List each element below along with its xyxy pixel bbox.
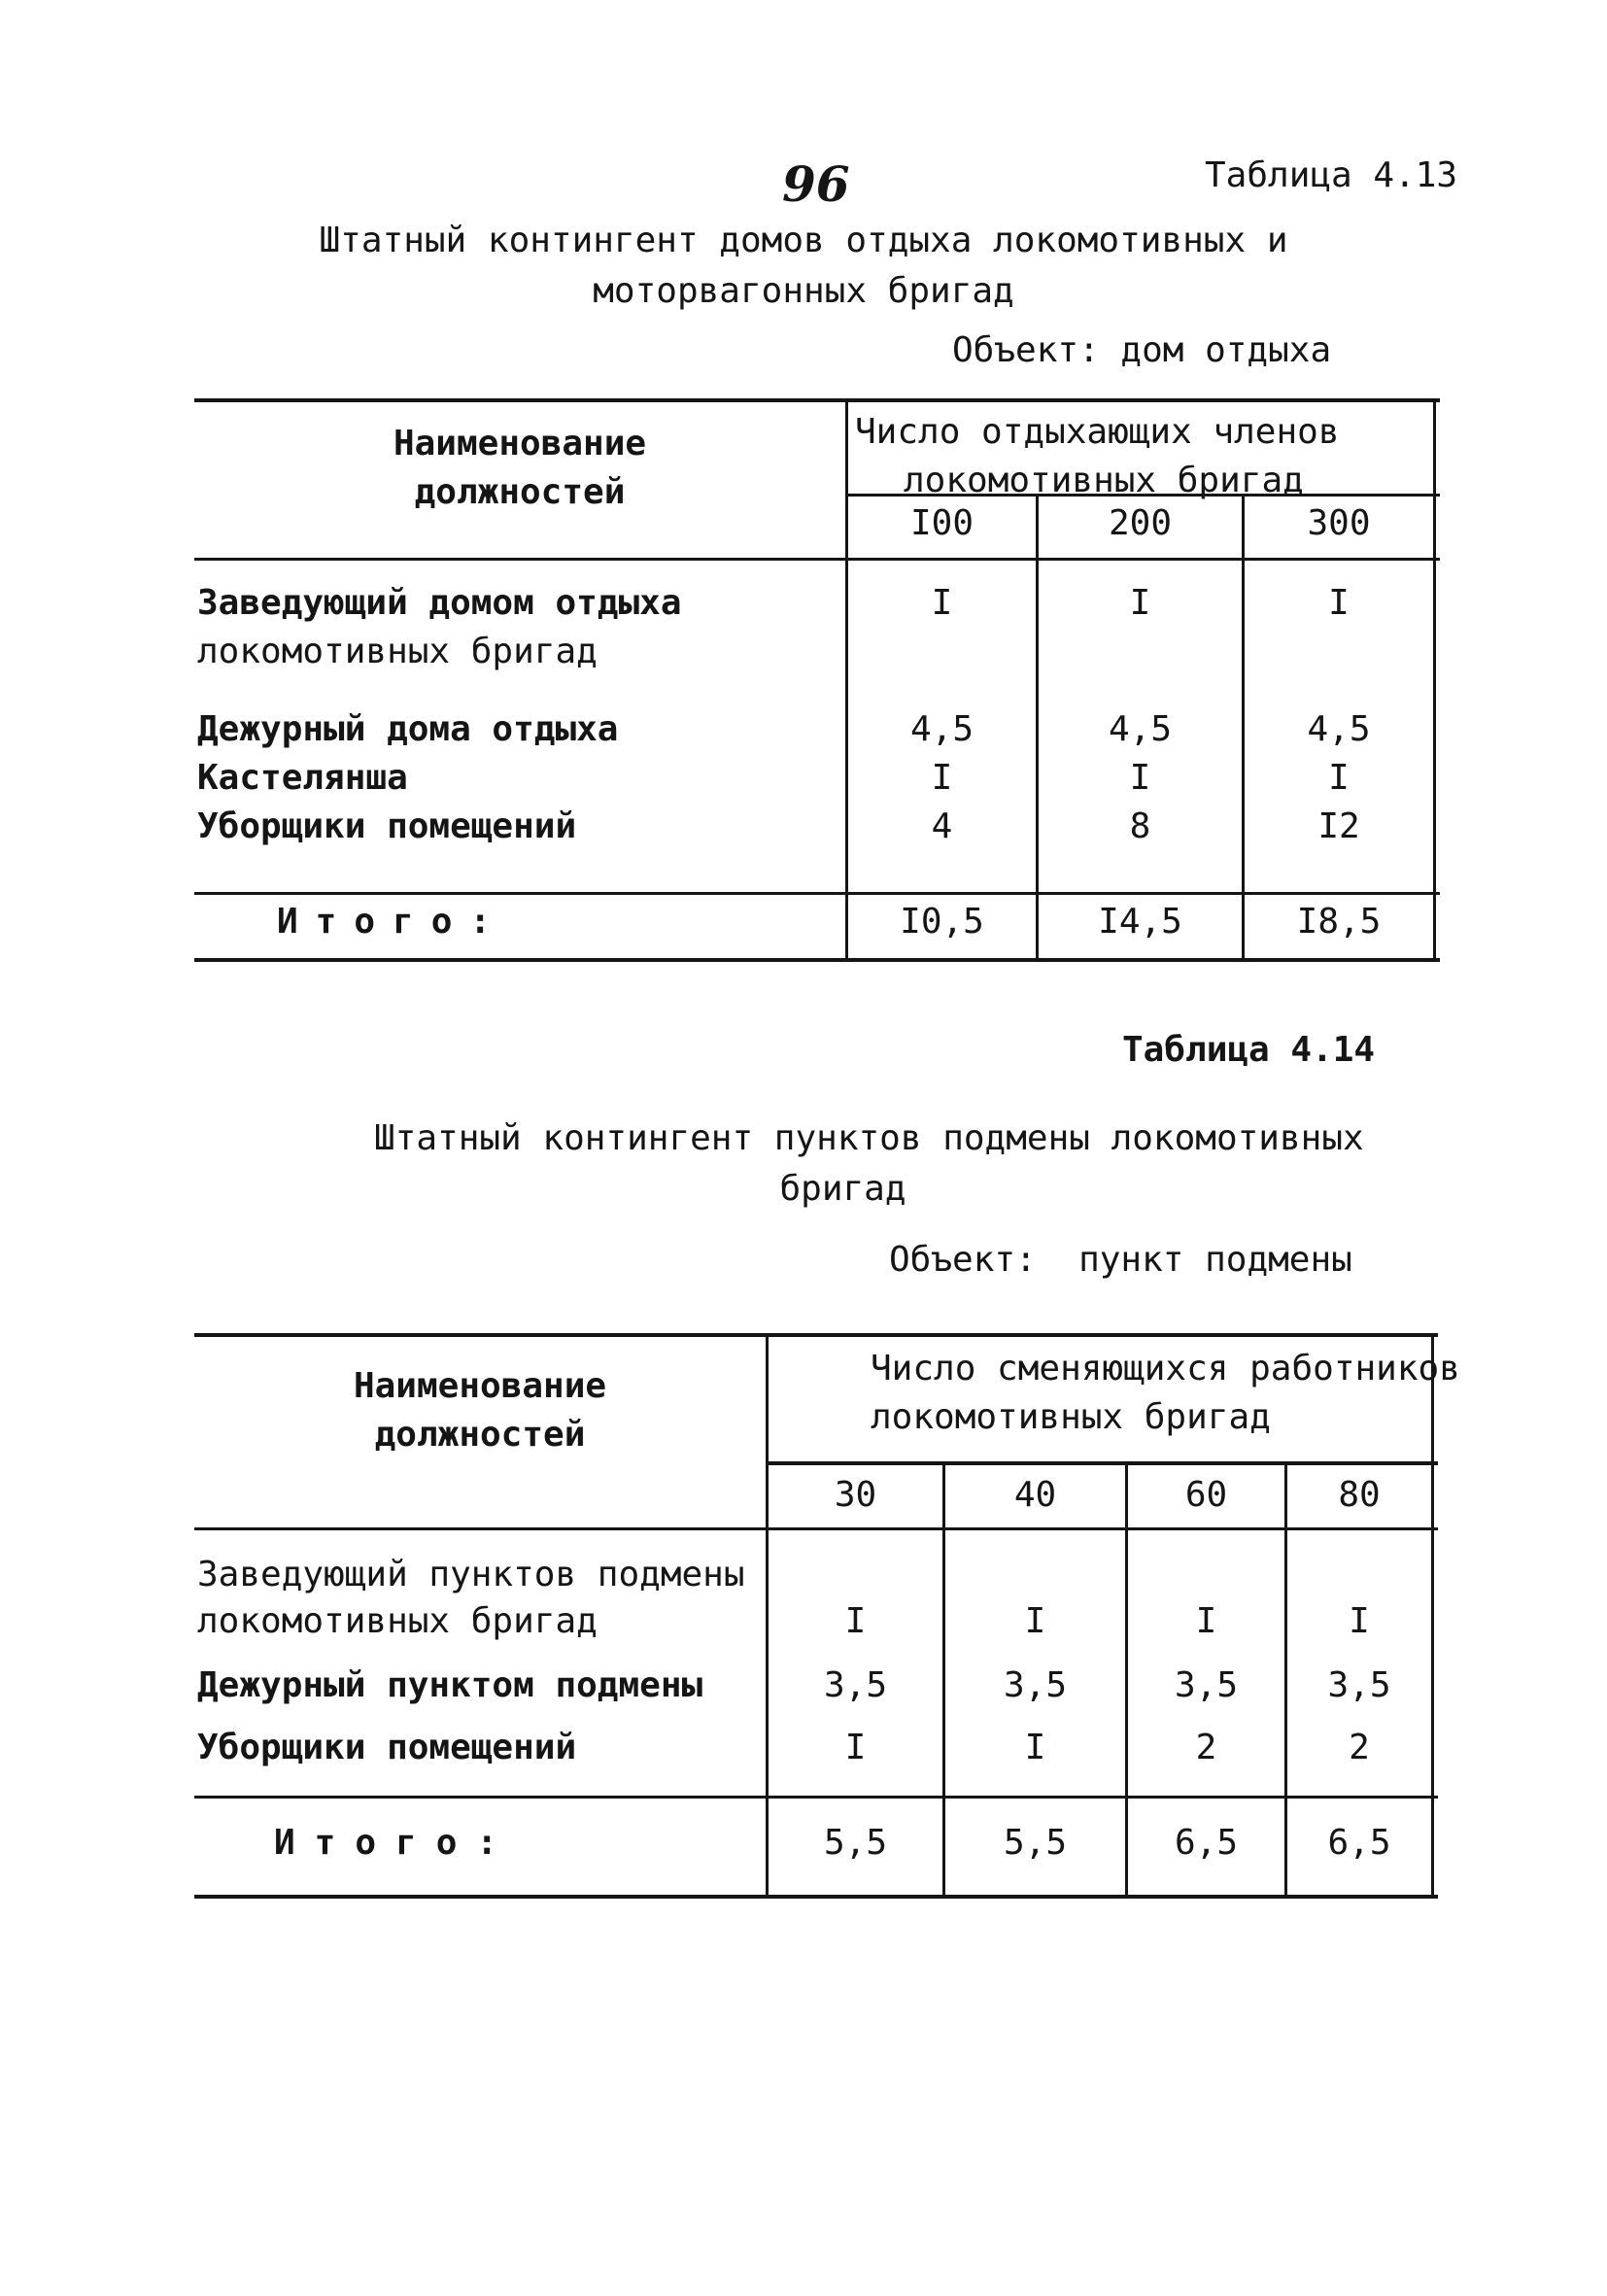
table1-group-header-line1: Число отдыхающих членов (855, 412, 1340, 452)
table1-object: Объект: дом отдыха (952, 330, 1332, 370)
table1-label: Таблица 4.13 (1205, 155, 1458, 195)
table1-row0-name-line1: Заведующий домом отдыха (197, 583, 682, 623)
table1-row1-val0: 4,5 (909, 709, 974, 749)
table2-group-header-line1: Число сменяющихся работников (871, 1349, 1460, 1388)
table1-total-label: Итого: (277, 902, 509, 942)
table1-row0-name-line2: локомотивных бригад (197, 632, 598, 671)
table1-body-rule (194, 558, 1440, 561)
table2-row1-name: Дежурный пунктом подмены (197, 1665, 703, 1705)
table1-vline-1 (845, 398, 848, 962)
table2-row0-val0: I (844, 1601, 867, 1641)
table2-col-name-line2: должностей (374, 1415, 586, 1455)
table2-total-1: 5,5 (1003, 1823, 1068, 1863)
table2-label: Таблица 4.14 (1122, 1030, 1376, 1070)
table1-col-header-1: 200 (1108, 503, 1173, 543)
table1-group-header (855, 408, 1340, 505)
table2-row0-name-line2: локомотивных бригад (197, 1601, 598, 1641)
table2-total-2: 6,5 (1174, 1823, 1239, 1863)
table2-row2-name: Уборщики помещений (197, 1728, 577, 1767)
table2-col-header-1: 40 (1013, 1475, 1057, 1515)
table1-row3-name: Уборщики помещений (197, 806, 577, 846)
table1-group-header-line2: локомотивных бригад (904, 461, 1304, 500)
table2-col-name-line1: Наименование (353, 1366, 607, 1406)
table1-row2-val1: I (1129, 758, 1151, 798)
table1-row0-val0: I (931, 583, 953, 623)
table1-total-2: I8,5 (1296, 902, 1382, 942)
table2-row0-name-line1: Заведующий пунктов подмены (197, 1555, 745, 1594)
table1-row1-val2: 4,5 (1307, 709, 1371, 749)
table2-col-header-0: 30 (834, 1475, 877, 1515)
table2-row0-val1: I (1024, 1601, 1046, 1641)
table2-row0-val2: I (1195, 1601, 1217, 1641)
page-number: 96 (782, 155, 850, 213)
table1-total-rule (194, 892, 1440, 895)
table1-row0-val1: I (1129, 583, 1151, 623)
table2-object: Объект: пункт подмены (889, 1240, 1352, 1280)
table2-row1-val1: 3,5 (1003, 1665, 1068, 1705)
table1-row1-val1: 4,5 (1108, 709, 1173, 749)
table2-top-rule (194, 1333, 1438, 1337)
table1-title-line1: Штатный контингент домов отдыха локомотивных и (319, 221, 1288, 260)
table2-col-header-3: 80 (1338, 1475, 1381, 1515)
table1-row3-val2: I2 (1317, 806, 1360, 846)
table2-row2-val3: 2 (1349, 1728, 1370, 1767)
table1-row0-val2: I (1328, 583, 1350, 623)
table1-row2-name: Кастелянша (197, 758, 408, 798)
table1-col-name-line1: Наименование (393, 424, 647, 463)
table1-total-0: I0,5 (900, 902, 984, 942)
table1-title-line2: моторвагонных бригад (593, 271, 1014, 311)
table2-row2-val0: I (844, 1728, 867, 1767)
table2-row2-val2: 2 (1195, 1728, 1217, 1767)
table1-vline-4 (1433, 398, 1436, 962)
table2-col-name-header (194, 1362, 766, 1459)
table1-row2-val2: I (1328, 758, 1350, 798)
table2-total-3: 6,5 (1327, 1823, 1391, 1863)
table2-title (374, 1114, 1364, 1215)
table1-total-1: I4,5 (1098, 902, 1182, 942)
table2-title-line1: Штатный контингент пунктов подмены локомотивных (374, 1118, 1364, 1158)
table1-col-header-2: 300 (1307, 503, 1371, 543)
table2-group-header (871, 1345, 1460, 1442)
table2-row1-val3: 3,5 (1327, 1665, 1391, 1705)
table1-title (0, 216, 1607, 317)
table2-row1-val2: 3,5 (1174, 1665, 1239, 1705)
table2-bottom-rule (194, 1895, 1438, 1899)
table1-row3-val1: 8 (1129, 806, 1151, 846)
table2-row2-val1: I (1024, 1728, 1046, 1767)
table2-row1-val0: 3,5 (823, 1665, 888, 1705)
table2-total-0: 5,5 (823, 1823, 888, 1863)
table2-total-rule (194, 1796, 1438, 1799)
table2-body-rule (194, 1527, 1438, 1530)
table2-group-header-line2: локомотивных бригад (871, 1397, 1271, 1437)
table2-row0-val3: I (1349, 1601, 1370, 1641)
table1-bottom-rule (194, 958, 1440, 962)
table2-header-rule (768, 1461, 1438, 1465)
table1-row1-name: Дежурный дома отдыха (197, 709, 619, 749)
table1-col-name-header (194, 420, 845, 517)
table1-top-rule (194, 398, 1440, 402)
table2-col-header-2: 60 (1184, 1475, 1228, 1515)
table1-col-header-0: I00 (909, 503, 974, 543)
table2-total-label: Итого: (274, 1823, 518, 1863)
table1-row2-val0: I (931, 758, 953, 798)
table1-col-name-line2: должностей (414, 472, 626, 512)
table1-row3-val0: 4 (931, 806, 953, 846)
table2-title-line2: бригад (779, 1169, 906, 1209)
